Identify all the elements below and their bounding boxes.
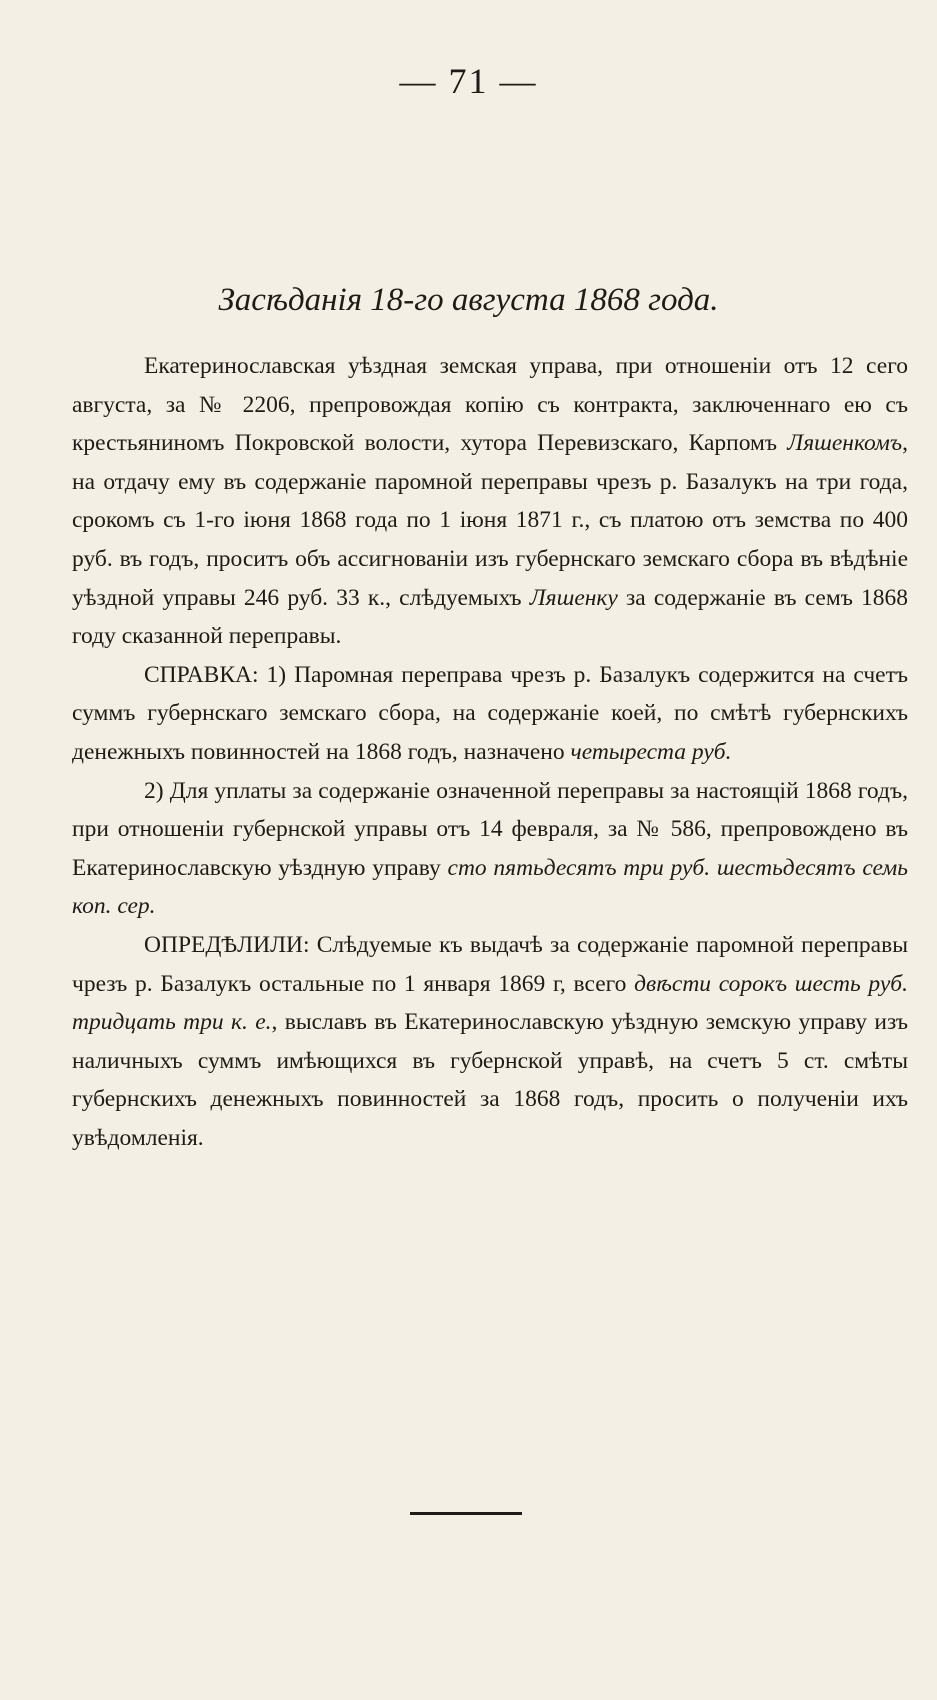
paragraph-request xyxy=(72,347,908,656)
italic-amount: четыреста руб. xyxy=(570,738,732,765)
text-segment: , на отдачу ему въ содержаніе паромной переправы чрезъ р. Базалукъ на три года, срокомъ съ 1-го іюня 1868 года по 1 іюня 1871 г., съ платою отъ земства по 400 руб. въ годъ, проситъ объ ассигнованіи изъ губернскаго земскаго сбора въ вѣдѣніе уѣздной управы 246 руб. 33 к., слѣдуемыхъ xyxy=(72,430,908,611)
document-body xyxy=(72,347,908,1157)
text-segment: СПРАВКА: 1) Паромная переправа чрезъ р. Базалукъ содержится на счетъ суммъ губернскаго земскаго сбора, на содержаніе коей, по смѣтѣ губернскихъ денежныхъ повинностей на 1868 годъ, назначено xyxy=(72,661,908,765)
text-segment: Екатеринославская уѣздная земская управа, при отношеніи отъ 12 сего августа, за № 2206, препровождая копію съ контракта, заключеннаго ею съ крестьяниномъ Покровской волости, хутора Перевизскаго, Карпомъ xyxy=(72,353,908,457)
italic-amount: двѣсти сорокъ шесть руб. тридцать три к. е. xyxy=(72,970,908,1036)
italic-name: Ляшенку xyxy=(529,584,618,611)
italic-amount: сто пятьдесятъ три руб. шестьдесятъ семь коп. сер. xyxy=(72,854,908,920)
paragraph-reference-2 xyxy=(72,772,908,926)
text-segment: за содержаніе въ семъ 1868 году сказанной переправы. xyxy=(72,584,909,650)
closing-rule xyxy=(410,1512,522,1515)
page-number: — 71 — xyxy=(399,61,538,101)
text-segment: 2) Для уплаты за содержаніе означенной переправы за настоящій 1868 годъ, при отношеніи губернской управы отъ 14 февраля, за № 586, препровождено въ Екатеринославскую уѣздную управу xyxy=(72,777,908,881)
italic-name: Ляшенкомъ xyxy=(787,430,903,457)
session-heading: Засѣданія 18-го августа 1868 года. xyxy=(218,282,719,318)
paragraph-reference-1 xyxy=(72,656,908,772)
text-segment: , выславъ въ Екатеринославскую уѣздную земскую управу изъ наличныхъ суммъ имѣющихся въ губернской управѣ, на счетъ 5 ст. смѣты губернскихъ денежныхъ повинностей за 1868 годъ, просить о полученіи ихъ увѣдомленія. xyxy=(72,1009,908,1151)
paragraph-resolution xyxy=(72,926,908,1158)
text-segment: ОПРЕДѢЛИЛИ: Слѣдуемые къ выдачѣ за содержаніе паромной переправы чрезъ р. Базалукъ остальные по 1 января 1869 г, всего xyxy=(72,931,908,997)
